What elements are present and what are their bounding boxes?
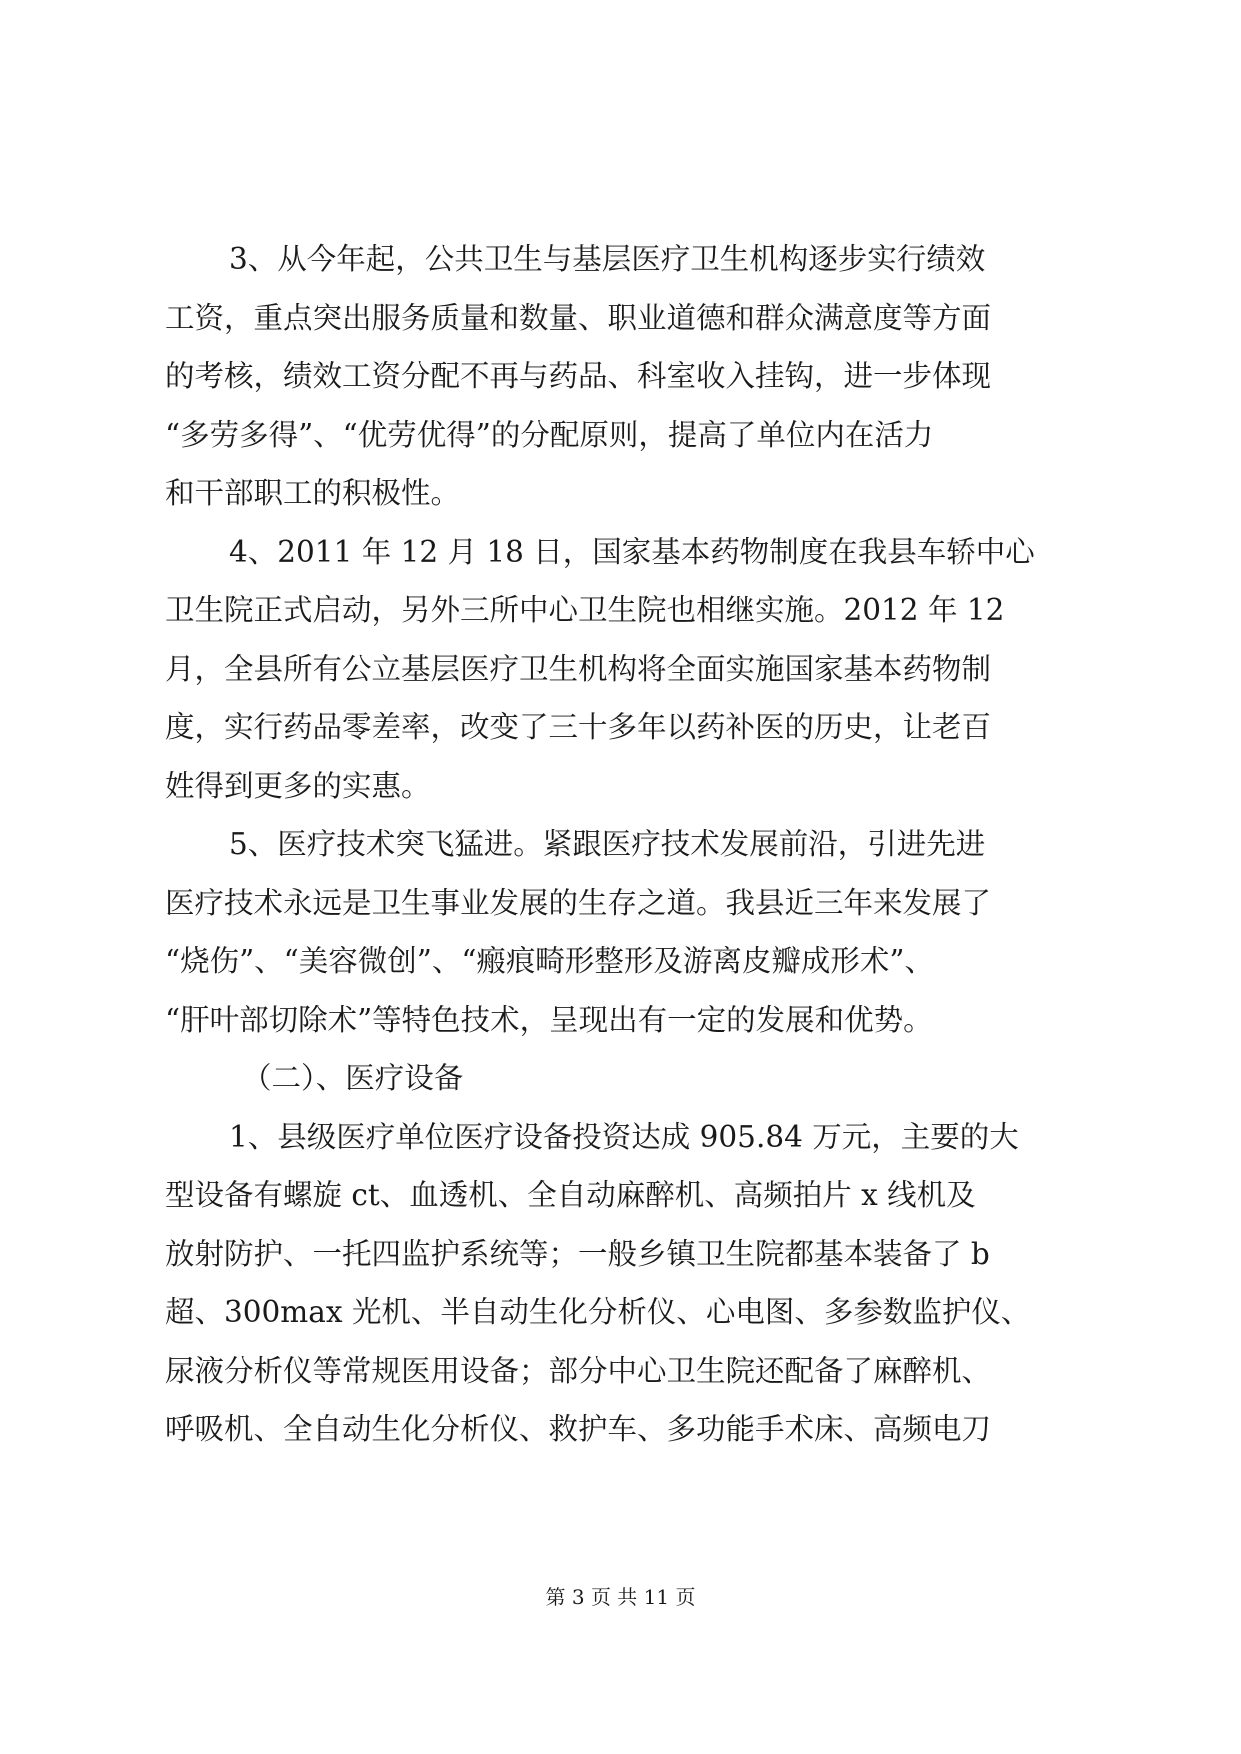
paragraph-4-line-4: 度，实行药品零差率，改变了三十多年以药补医的历史，让老百 — [165, 710, 992, 744]
paragraph-3-line-2: 工资，重点突出服务质量和数量、职业道德和群众满意度等方面 — [165, 301, 992, 335]
paragraph-3-line-1: 3、从今年起，公共卫生与基层医疗卫生机构逐步实行绩效 — [229, 242, 986, 276]
paragraph-5-line-1: 5、医疗技术突飞猛进。紧跟医疗技术发展前沿，引进先进 — [229, 827, 986, 861]
section-heading-medical-equipment: （二）、医疗设备 — [242, 1061, 464, 1095]
paragraph-3-line-5: 和干部职工的积极性。 — [165, 476, 461, 510]
paragraph-5-line-3: “烧伤”、“美容微创”、“瘢痕畸形整形及游离皮瓣成形术”、 — [165, 944, 934, 978]
paragraph-4-line-5: 姓得到更多的实惠。 — [165, 769, 431, 803]
equipment-paragraph-line-4: 超、300max 光机、半自动生化分析仪、心电图、多参数监护仪、 — [165, 1295, 1031, 1329]
paragraph-4-line-3: 月，全县所有公立基层医疗卫生机构将全面实施国家基本药物制 — [165, 652, 992, 686]
paragraph-4-line-2: 卫生院正式启动，另外三所中心卫生院也相继实施。2012 年 12 — [165, 593, 1005, 627]
page-number-footer: 第 3 页 共 11 页 — [545, 1585, 696, 1609]
paragraph-3-line-3: 的考核，绩效工资分配不再与药品、科室收入挂钩，进一步体现 — [165, 359, 992, 393]
paragraph-4-line-1: 4、2011 年 12 月 18 日，国家基本药物制度在我县车轿中心 — [229, 535, 1035, 569]
equipment-paragraph-line-1: 1、县级医疗单位医疗设备投资达成 905.84 万元，主要的大 — [229, 1120, 1019, 1154]
paragraph-3-line-4: “多劳多得”、“优劳优得”的分配原则，提高了单位内在活力 — [165, 418, 934, 452]
paragraph-5-line-4: “肝叶部切除术”等特色技术，呈现出有一定的发展和优势。 — [165, 1003, 933, 1037]
equipment-paragraph-line-5: 尿液分析仪等常规医用设备；部分中心卫生院还配备了麻醉机、 — [165, 1354, 992, 1388]
equipment-paragraph-line-3: 放射防护、一托四监护系统等；一般乡镇卫生院都基本装备了 b — [165, 1237, 990, 1271]
equipment-paragraph-line-2: 型设备有螺旋 ct、血透机、全自动麻醉机、高频拍片 x 线机及 — [165, 1178, 976, 1212]
equipment-paragraph-line-6: 呼吸机、全自动生化分析仪、救护车、多功能手术床、高频电刀 — [165, 1412, 992, 1446]
paragraph-5-line-2: 医疗技术永远是卫生事业发展的生存之道。我县近三年来发展了 — [165, 886, 992, 920]
